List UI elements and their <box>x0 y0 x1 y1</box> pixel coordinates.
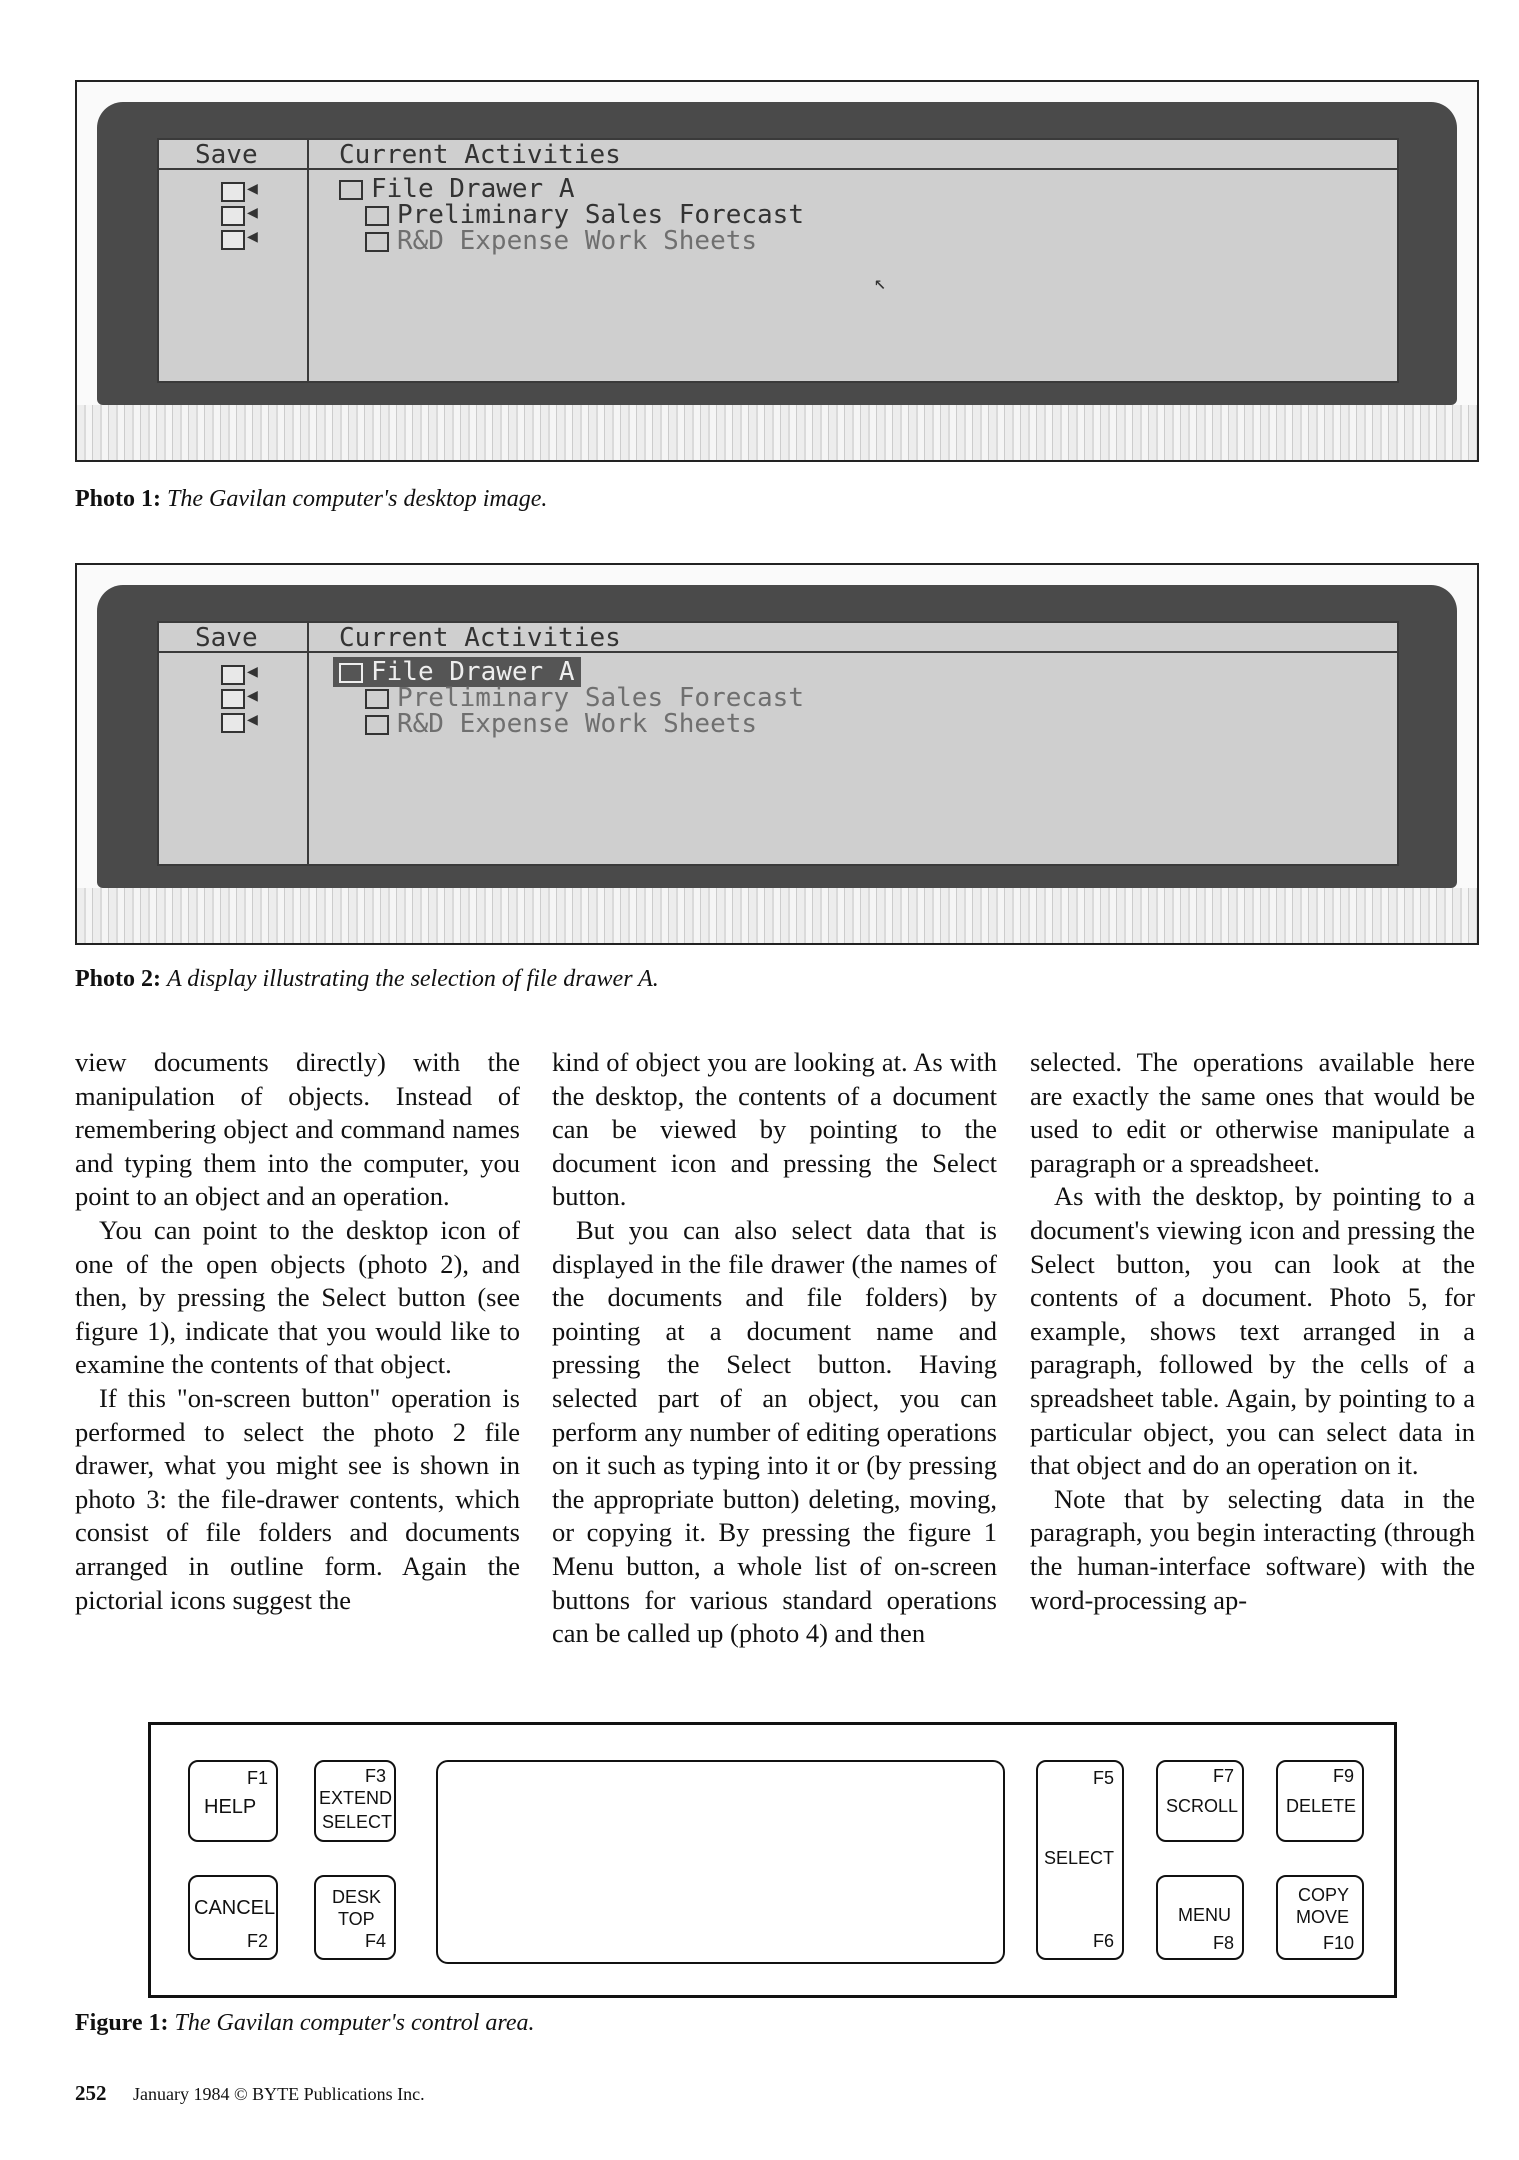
desktop-key: DESK TOP F4 <box>314 1875 396 1960</box>
page-number: 252 <box>75 2081 107 2105</box>
file-drawer-icon <box>339 663 363 683</box>
pointer-icon: ↖ <box>874 270 887 294</box>
control-area-figure <box>148 1722 1397 1998</box>
help-key: F1 HELP <box>188 1760 278 1842</box>
save-icon <box>221 182 245 202</box>
paragraph: view documents directly) with the manipulation of objects. Instead of remembering object and command names and typing them into the computer, you point to an object and an operation. <box>75 1047 520 1212</box>
current-activities-header: Current Activities <box>339 140 621 170</box>
document-item: R&D Expense Work Sheets <box>365 226 757 256</box>
document-item: R&D Expense Work Sheets <box>365 709 757 739</box>
save-icon <box>221 665 245 685</box>
photo-1-display <box>157 138 1399 383</box>
issue-line: January 1984 © BYTE Publications Inc. <box>133 2084 425 2104</box>
document-icon <box>365 232 389 252</box>
paragraph: But you can also select data that is displayed in the file drawer (the names of the documents and file folders) by pointing at a document name and pressing the Select button. Having selected part of an object, you can perform any number of editing operations on it such as typing into it or (by pressing the appropriate button) deleting, moving, or copying it. By pressing the figure 1 Menu button, a whole list of on-screen buttons for various standard operations can be called up (photo 4) and then <box>552 1214 997 1649</box>
photo-2-display <box>157 621 1399 866</box>
figure-1-caption: Figure 1: The Gavilan computer's control area. <box>75 2010 535 2036</box>
photo-1-caption: Photo 1: The Gavilan computer's desktop image. <box>75 486 548 512</box>
scroll-key: F7 SCROLL <box>1156 1760 1244 1842</box>
paragraph: You can point to the desktop icon of one of the open objects (photo 2), and then, by pressing the Select button (see figure 1), indicate that you would like to examine the contents of that object. <box>75 1214 520 1380</box>
save-icon <box>221 689 245 709</box>
copy-move-key: COPY MOVE F10 <box>1276 1875 1364 1960</box>
photo-2-caption: Photo 2: A display illustrating the selection of file drawer A. <box>75 966 659 992</box>
save-header: Save <box>195 623 258 653</box>
text-column-3 <box>1030 1046 1475 1617</box>
save-icon <box>221 713 245 733</box>
document-item: Preliminary Sales Forecast <box>365 200 804 230</box>
extend-select-key: F3 EXTEND SELECT <box>314 1760 396 1842</box>
cancel-key: CANCEL F2 <box>188 1875 278 1960</box>
save-icon <box>221 230 245 250</box>
paragraph: selected. The operations available here are exactly the same ones that would be used to edit or otherwise manipulate a paragraph or a spreadsheet. <box>1030 1047 1475 1178</box>
paragraph: Note that by selecting data in the paragraph, you begin interacting (through the human-interface software) with the word-processing ap- <box>1030 1483 1475 1615</box>
save-header: Save <box>195 140 258 170</box>
photo-1-screen <box>97 102 1457 405</box>
paragraph: As with the desktop, by pointing to a document's viewing icon and pressing the Select button, you can look at the contents of a document. Photo 5, for example, shows text arranged in a paragraph, followed by the cells of a spreadsheet table. Again, by pointing to a particular object, you can select data in that object and do an operation on it. <box>1030 1181 1475 1481</box>
text-column-1 <box>75 1046 520 1617</box>
text-column-2 <box>552 1046 997 1651</box>
document-icon <box>365 206 389 226</box>
photo-1 <box>75 80 1479 462</box>
photo-2-screen <box>97 585 1457 888</box>
arrow-left-icon: ◀ <box>247 202 258 223</box>
select-key: F5 SELECT F6 <box>1036 1760 1124 1960</box>
file-drawer-item-selected: File Drawer A <box>333 657 581 687</box>
arrow-left-icon: ◀ <box>247 226 258 247</box>
document-icon <box>365 715 389 735</box>
arrow-left-icon: ◀ <box>247 709 258 730</box>
document-item: Preliminary Sales Forecast <box>365 683 804 713</box>
page-footer <box>75 2081 425 2106</box>
current-activities-header: Current Activities <box>339 623 621 653</box>
file-drawer-icon <box>339 180 363 200</box>
file-drawer-item: File Drawer A <box>339 174 575 204</box>
photo-2 <box>75 563 1479 945</box>
paragraph: kind of object you are looking at. As with the desktop, the contents of a document can be viewed by pointing to the document icon and pressing the Select button. <box>552 1047 997 1212</box>
document-icon <box>365 689 389 709</box>
delete-key: F9 DELETE <box>1276 1760 1364 1842</box>
save-icon <box>221 206 245 226</box>
arrow-left-icon: ◀ <box>247 685 258 706</box>
paragraph: If this "on-screen button" operation is performed to select the photo 2 file drawer, what you might see is shown in photo 3: the file-drawer contents, which consist of file folders and documents arranged in outline form. Again the pictorial icons suggest the <box>75 1382 520 1615</box>
menu-key: MENU F8 <box>1156 1875 1244 1960</box>
arrow-left-icon: ◀ <box>247 661 258 682</box>
arrow-left-icon: ◀ <box>247 178 258 199</box>
display-panel <box>436 1760 1005 1964</box>
